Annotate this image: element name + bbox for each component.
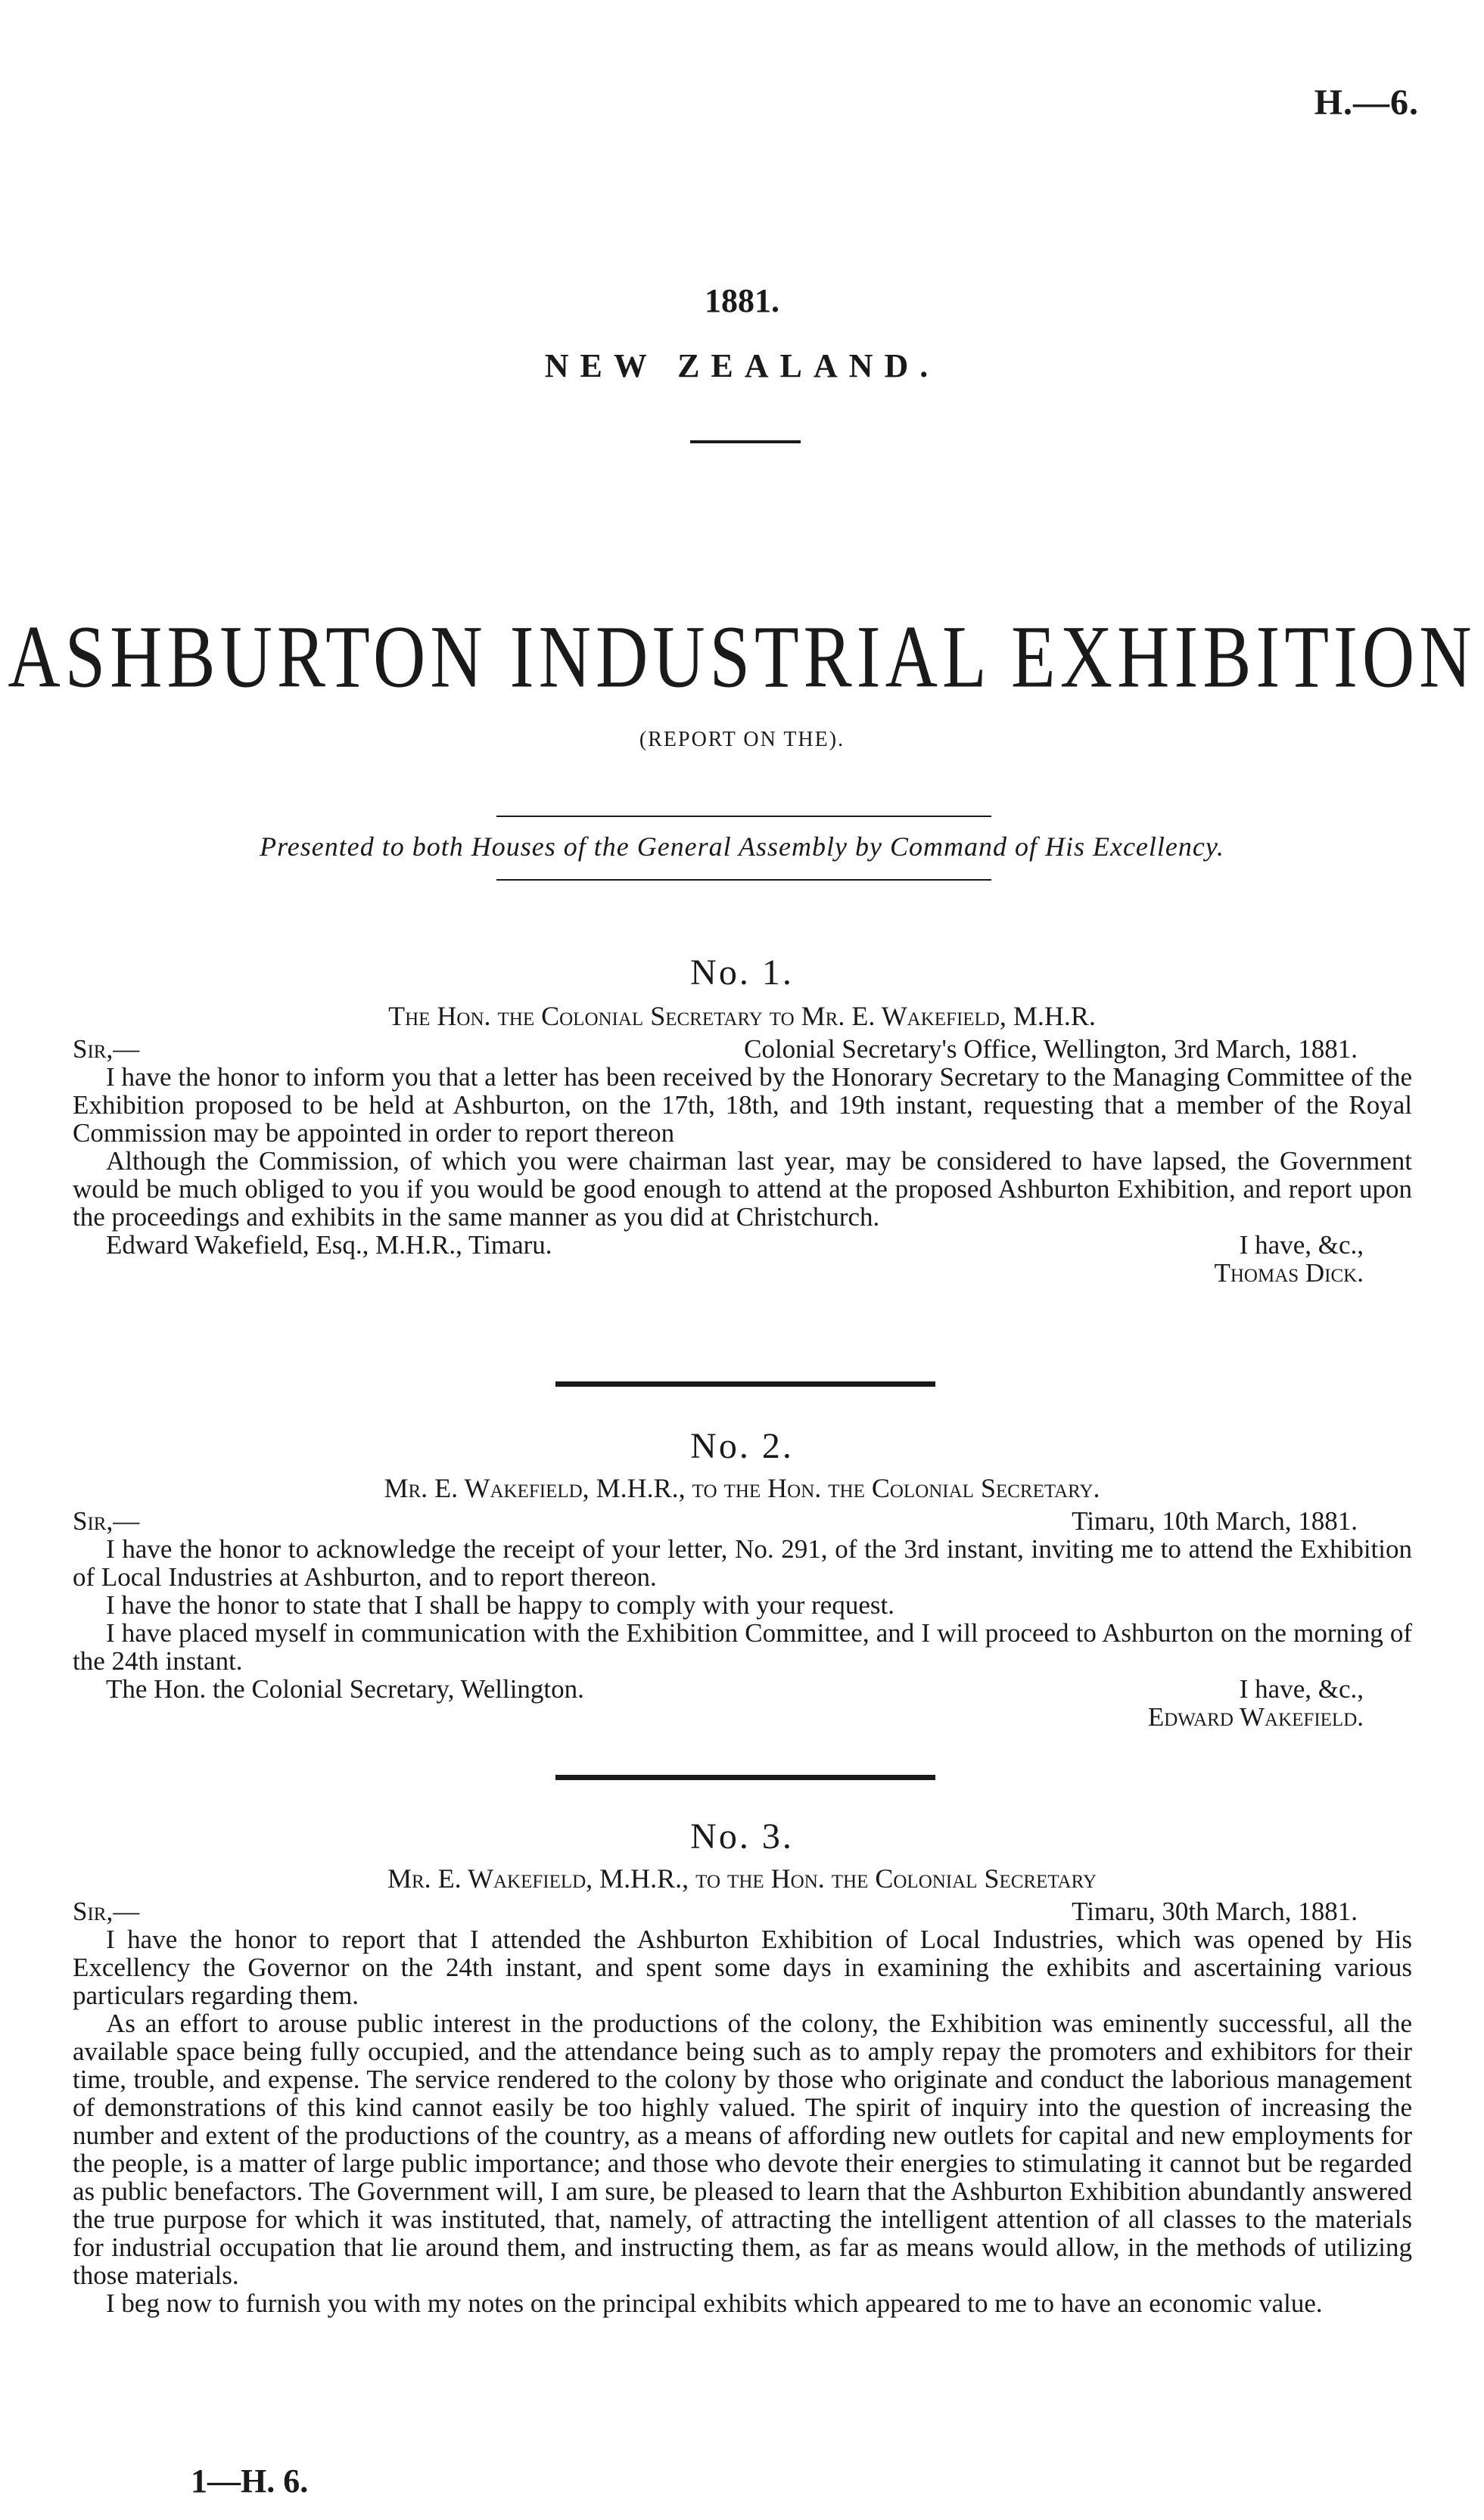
letter-2-body	[73, 1507, 1412, 1731]
letter-3-paragraph: I have the honor to report that I attended the Ashburton Exhibition of Local Industries, which was opened by His Excellency the Governor on the 24th instant, and spent some days in examining the exhibits and ascertaining various particulars regarding them.	[73, 1925, 1412, 2010]
letter-1-paragraph: Although the Commission, of which you were chairman last year, may be considered to have lapsed, the Government would be much obliged to you if you would be good enough to attend at the proposed Ashburton Exhibition, and report upon the proceedings and exhibits in the same manner as you did at Christchurch.	[73, 1146, 1412, 1232]
letter-1-body	[73, 1035, 1412, 1287]
page-identifier: H.—6.	[1314, 82, 1419, 123]
letter-2-addressee: The Hon. the Colonial Secretary, Wellington.	[106, 1674, 584, 1704]
letter-2-paragraph: I have placed myself in communication with the Exhibition Committee, and I will proceed to Ashburton on the morning of the 24th instant.	[73, 1618, 1412, 1676]
letter-1-place-date: Colonial Secretary's Office, Wellington, 3rd March, 1881.	[744, 1034, 1358, 1064]
document-subtitle: (REPORT ON THE).	[639, 728, 845, 751]
letter-3-paragraph: I beg now to furnish you with my notes on the principal exhibits which appeared to me to have an economic value.	[106, 2289, 1323, 2318]
letter-2-place-date: Timaru, 10th March, 1881.	[1072, 1506, 1358, 1536]
letter-3-paragraph: As an effort to arouse public interest in the productions of the colony, the Exhibition was eminently successful, all the available space being fully occupied, and the attendance being such as to amply repay the promoters and exhibitors for their time, trouble, and expense. The service rendered to the colony by those who originate and conduct the laborious management of demonstrations of this kind cannot easily be too highly valued. The spirit of inquiry into the question of increasing the number and extent of the productions of the country, as a means of affording new outlets for capital and new employments for the people, is a matter of large public importance; and those who devote their energies to stimulating it cannot but be regarded as public benefactors. The Government will, I am sure, be pleased to learn that the Ashburton Exhibition abundantly answered the true purpose for which it was instituted, that, namely, of attracting the intelligent attention of all classes to the materials for industrial occupation that lie around them, and instructing them, as far as means would allow, in the methods of utilizing those materials.	[73, 2009, 1412, 2290]
letter-3-body	[73, 1897, 1412, 2317]
page-reference: 1—H. 6.	[191, 2463, 309, 2500]
letter-2-paragraph: I have the honor to acknowledge the receipt of your letter, No. 291, of the 3rd instant, inviting me to attend the Exhibition of Local Industries at Ashburton, and to report thereon.	[73, 1534, 1412, 1592]
letter-1-signature: Thomas Dick.	[1214, 1258, 1364, 1288]
letter-1-paragraph: I have the honor to inform you that a letter has been received by the Honorary Secretary to the Managing Committee of the Exhibition proposed to be held at Ashburton, on the 17th, 18th, and 19th instant, requesting that a member of the Royal Commission may be appointed in order to report thereon	[73, 1062, 1412, 1148]
letter-1-addressee: Edward Wakefield, Esq., M.H.R., Timaru.	[106, 1230, 552, 1260]
letter-3-number: No. 3.	[690, 1816, 794, 1857]
letter-3-heading: Mr. E. Wakefield, M.H.R., to the Hon. the Colonial Secretary	[387, 1863, 1097, 1894]
letter-1-number: No. 1.	[690, 952, 794, 993]
letter-2-heading: Mr. E. Wakefield, M.H.R., to the Hon. the Colonial Secretary.	[384, 1473, 1100, 1503]
presented-rule-top	[496, 816, 991, 817]
country: NEW ZEALAND.	[544, 347, 940, 384]
section-divider	[555, 1775, 935, 1780]
presented-note: Presented to both Houses of the General Assembly by Command of His Excellency.	[260, 831, 1224, 862]
letter-2-number: No. 2.	[690, 1426, 794, 1466]
letter-3-salutation: Sir,—	[73, 1897, 140, 1926]
letter-2-paragraph: I have the honor to state that I shall be happy to comply with your request.	[106, 1590, 894, 1620]
section-divider	[555, 1381, 935, 1387]
letter-1-salutation: Sir,—	[73, 1034, 140, 1064]
document-title: ASHBURTON INDUSTRIAL EXHIBITION	[8, 607, 1476, 706]
letter-2-salutation: Sir,—	[73, 1506, 140, 1536]
presented-rule-bottom	[496, 879, 991, 881]
letter-2-signature: Edward Wakefield.	[1147, 1702, 1364, 1732]
year: 1881.	[705, 282, 779, 319]
letter-1-heading: The Hon. the Colonial Secretary to Mr. E. Wakefield, M.H.R.	[388, 1001, 1096, 1031]
letter-1-closing: I have, &c.,	[1239, 1230, 1364, 1260]
letter-3-place-date: Timaru, 30th March, 1881.	[1072, 1897, 1358, 1926]
letter-2-closing: I have, &c.,	[1239, 1674, 1364, 1704]
masthead-divider	[690, 440, 801, 443]
